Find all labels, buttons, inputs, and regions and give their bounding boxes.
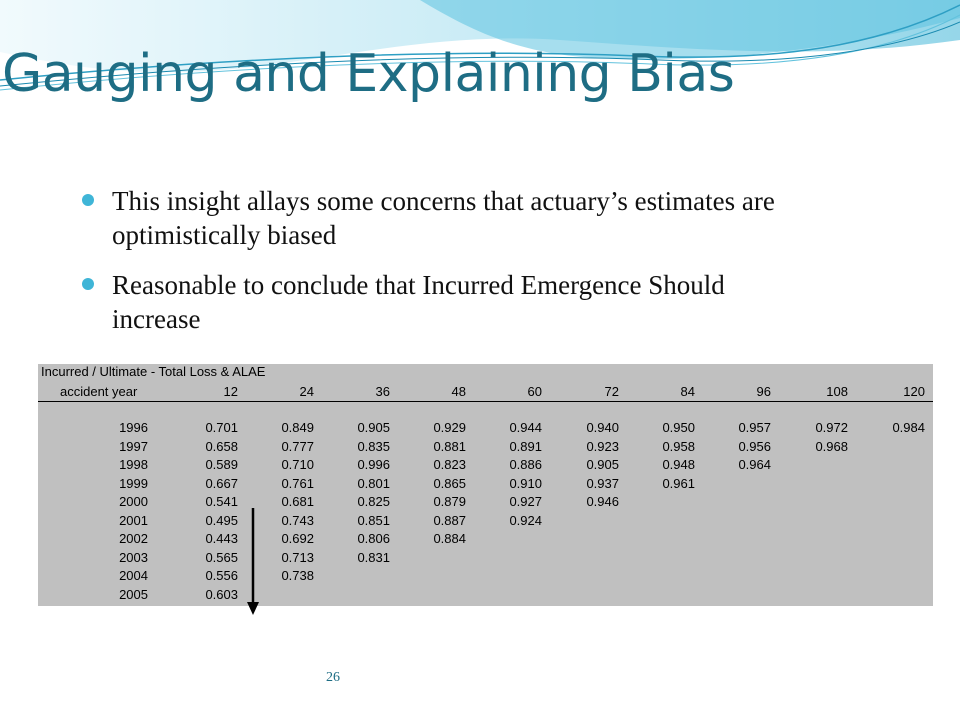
- column-header: 48: [451, 384, 466, 399]
- ratio-cell: 0.905: [357, 420, 390, 435]
- column-header: 12: [223, 384, 238, 399]
- column-header: 84: [680, 384, 695, 399]
- ratio-cell: 0.884: [433, 531, 466, 546]
- ratio-cell: 0.923: [586, 438, 619, 454]
- ratio-cell: 0.851: [357, 512, 390, 528]
- ratio-cell: 0.443: [205, 531, 238, 546]
- bullet-list: [80, 184, 800, 352]
- ratio-cell: 0.887: [433, 512, 466, 528]
- column-header: 108: [826, 384, 848, 399]
- column-header: 72: [604, 384, 619, 399]
- ratio-cell: 0.956: [738, 438, 771, 454]
- ratio-cell: 0.924: [509, 512, 542, 528]
- ratio-cell: 0.692: [281, 531, 314, 546]
- ratio-cell: 0.713: [281, 549, 314, 565]
- ratio-cell: 0.849: [281, 420, 314, 435]
- ratio-cell: 0.910: [509, 475, 542, 491]
- ratio-cell: 0.565: [205, 549, 238, 565]
- bullet-dot-icon: [82, 278, 94, 290]
- ratio-cell: 0.681: [281, 494, 314, 509]
- ratio-cell: 0.940: [586, 420, 619, 435]
- ratio-cell: 0.950: [662, 420, 695, 435]
- accident-year-cell: 1996: [119, 420, 148, 435]
- accident-year-cell: 2000: [119, 494, 148, 509]
- column-header: 120: [903, 384, 925, 399]
- ratio-cell: 0.701: [205, 420, 238, 435]
- column-header: 24: [299, 384, 314, 399]
- ratio-cell: 0.944: [509, 420, 542, 435]
- ratio-cell: 0.891: [509, 438, 542, 454]
- bullet-dot-icon: [82, 194, 94, 206]
- ratio-cell: 0.948: [662, 457, 695, 472]
- column-header: 60: [527, 384, 542, 399]
- ratio-cell: 0.961: [662, 475, 695, 491]
- ratio-cell: 0.996: [357, 457, 390, 472]
- ratio-cell: 0.958: [662, 438, 695, 454]
- ratio-cell: 0.556: [205, 568, 238, 583]
- ratio-cell: 0.603: [205, 586, 238, 602]
- ratio-cell: 0.825: [357, 494, 390, 509]
- accident-year-cell: 2005: [119, 586, 148, 602]
- table-title: Incurred / Ultimate - Total Loss & ALAE: [41, 364, 266, 379]
- ratio-cell: 0.831: [357, 549, 390, 565]
- column-header: 96: [756, 384, 771, 399]
- ratio-cell: 0.964: [738, 457, 771, 472]
- accident-year-cell: 1998: [119, 457, 148, 472]
- ratio-cell: 0.658: [205, 438, 238, 454]
- ratio-cell: 0.881: [433, 438, 466, 454]
- ratio-cell: 0.929: [433, 420, 466, 435]
- column-header: 36: [375, 384, 390, 399]
- ratio-cell: 0.667: [205, 475, 238, 491]
- ratio-cell: 0.984: [892, 420, 925, 435]
- ratio-cell: 0.886: [509, 457, 542, 472]
- ratio-cell: 0.806: [357, 531, 390, 546]
- bullet-text: Reasonable to conclude that Incurred Emergence Should increase: [112, 270, 725, 334]
- ratio-cell: 0.905: [586, 457, 619, 472]
- bullet-text: This insight allays some concerns that actuary’s estimates are optimistically biased: [112, 186, 775, 250]
- accident-year-cell: 2002: [119, 531, 148, 546]
- ratio-cell: 0.743: [281, 512, 314, 528]
- accident-year-cell: 2001: [119, 512, 148, 528]
- table-header-row: [38, 383, 933, 402]
- loss-development-table: [38, 364, 933, 606]
- ratio-cell: 0.801: [357, 475, 390, 491]
- ratio-cell: 0.823: [433, 457, 466, 472]
- ratio-cell: 0.710: [281, 457, 314, 472]
- row-header-label: accident year: [60, 384, 138, 399]
- ratio-cell: 0.835: [357, 438, 390, 454]
- page-number: 26: [326, 670, 340, 685]
- accident-year-cell: 1999: [119, 475, 148, 491]
- ratio-cell: 0.738: [281, 568, 314, 583]
- slide-title: Gauging and Explaining Bias: [2, 44, 735, 104]
- ratio-cell: 0.777: [281, 438, 314, 454]
- bullet-item: [80, 268, 800, 336]
- ratio-cell: 0.879: [433, 494, 466, 509]
- ratio-cell: 0.972: [815, 420, 848, 435]
- down-arrow-icon: [243, 508, 263, 616]
- accident-year-cell: 2004: [119, 568, 148, 583]
- ratio-cell: 0.927: [509, 494, 542, 509]
- ratio-cell: 0.589: [205, 457, 238, 472]
- ratio-cell: 0.495: [205, 512, 238, 528]
- ratio-cell: 0.937: [586, 475, 619, 491]
- accident-year-cell: 2003: [119, 549, 148, 565]
- ratio-cell: 0.946: [586, 494, 619, 509]
- ratio-cell: 0.865: [433, 475, 466, 491]
- accident-year-cell: 1997: [119, 438, 148, 454]
- ratio-cell: 0.761: [281, 475, 314, 491]
- bullet-item: [80, 184, 800, 252]
- ratio-cell: 0.968: [815, 438, 848, 454]
- ratio-cell: 0.957: [738, 420, 771, 435]
- ratio-cell: 0.541: [205, 494, 238, 509]
